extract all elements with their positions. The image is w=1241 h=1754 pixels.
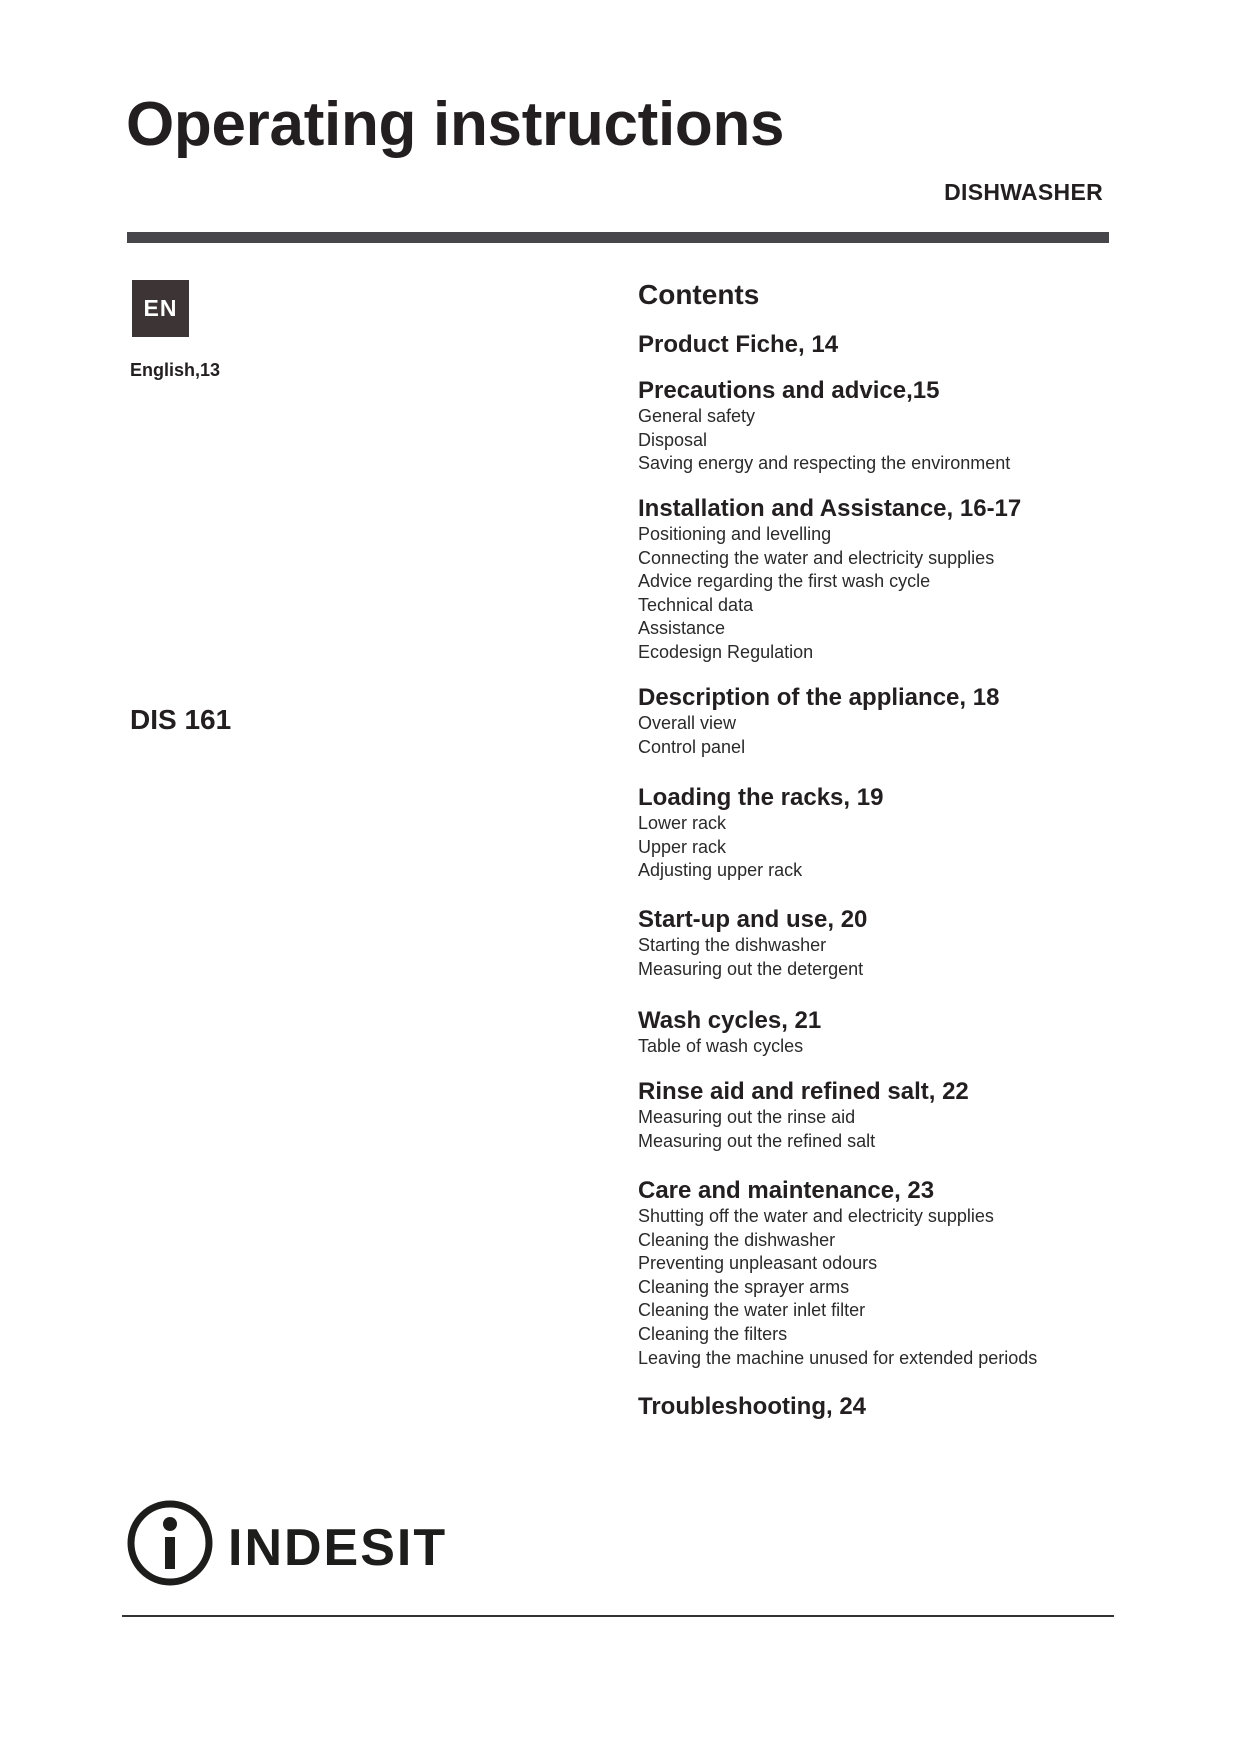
toc-section-title[interactable]: Wash cycles, 21 xyxy=(638,1007,822,1034)
toc-item[interactable]: Cleaning the sprayer arms xyxy=(638,1276,850,1297)
language-badge: EN xyxy=(132,280,189,337)
toc-item[interactable]: Adjusting upper rack xyxy=(638,860,803,881)
indesit-logo-graphic xyxy=(124,1495,464,1590)
contents-heading: Contents xyxy=(638,279,760,310)
header-divider xyxy=(127,232,1109,243)
toc-item[interactable]: Preventing unpleasant odours xyxy=(638,1253,878,1274)
toc-section-title[interactable]: Precautions and advice,15 xyxy=(638,377,940,404)
toc-item[interactable]: Cleaning the filters xyxy=(638,1323,788,1344)
toc-section xyxy=(638,784,1198,883)
toc-item[interactable]: Cleaning the dishwasher xyxy=(638,1229,836,1250)
toc-section xyxy=(638,1177,1198,1370)
toc-section xyxy=(638,495,1198,665)
toc-item[interactable]: Measuring out the rinse aid xyxy=(638,1107,856,1127)
toc-item[interactable]: General safety xyxy=(638,406,756,426)
toc-item[interactable]: Ecodesign Regulation xyxy=(638,641,814,662)
language-page-link[interactable]: English,13 xyxy=(130,360,221,380)
toc-section xyxy=(638,906,1198,981)
product-type: DISHWASHER xyxy=(944,179,1103,205)
toc-item-list xyxy=(638,523,1198,665)
indesit-logo xyxy=(124,1495,464,1590)
toc-item-list xyxy=(638,712,1198,759)
toc-item-list xyxy=(638,1035,1198,1059)
toc-item[interactable]: Assistance xyxy=(638,618,726,639)
toc-item-list xyxy=(638,405,1198,476)
toc-item[interactable]: Leaving the machine unused for extended periods xyxy=(638,1347,1038,1368)
toc-section xyxy=(638,377,1198,476)
toc-section-title[interactable]: Installation and Assistance, 16-17 xyxy=(638,495,1022,522)
toc-item[interactable]: Connecting the water and electricity supplies xyxy=(638,547,995,568)
toc-item-list xyxy=(638,1106,1198,1153)
toc-item[interactable]: Saving energy and respecting the environment xyxy=(638,453,1011,474)
toc-item-list xyxy=(638,812,1198,883)
toc-item[interactable]: Measuring out the refined salt xyxy=(638,1130,876,1151)
toc-item[interactable]: Lower rack xyxy=(638,813,727,833)
toc-item-list xyxy=(638,934,1198,981)
toc-section-title[interactable]: Care and maintenance, 23 xyxy=(638,1177,935,1204)
toc-section-title[interactable]: Troubleshooting, 24 xyxy=(638,1393,867,1420)
brand-wordmark: INDESIT xyxy=(228,1519,448,1577)
toc-item[interactable]: Measuring out the detergent xyxy=(638,958,864,979)
toc-item[interactable]: Starting the dishwasher xyxy=(638,935,827,955)
toc-section-title[interactable]: Loading the racks, 19 xyxy=(638,784,884,811)
toc-section xyxy=(638,1078,1198,1153)
toc-item[interactable]: Overall view xyxy=(638,713,737,733)
toc-item[interactable]: Disposal xyxy=(638,429,708,450)
toc-section-title[interactable]: Description of the appliance, 18 xyxy=(638,684,1000,711)
toc-section xyxy=(638,331,1198,359)
toc-section xyxy=(638,1007,1198,1059)
toc-section-title[interactable]: Start-up and use, 20 xyxy=(638,906,868,933)
toc-item[interactable]: Shutting off the water and electricity supplies xyxy=(638,1206,994,1226)
toc-item[interactable]: Control panel xyxy=(638,736,746,757)
toc-section xyxy=(638,684,1198,759)
toc-item[interactable]: Technical data xyxy=(638,594,754,615)
toc-section xyxy=(638,1393,1198,1421)
toc-item[interactable]: Positioning and levelling xyxy=(638,524,832,544)
page-title: Operating instructions xyxy=(126,90,785,159)
footer-divider xyxy=(122,1615,1114,1617)
toc-item[interactable]: Cleaning the water inlet filter xyxy=(638,1300,866,1321)
toc-item[interactable]: Table of wash cycles xyxy=(638,1036,804,1056)
toc-section-title[interactable]: Product Fiche, 14 xyxy=(638,331,839,358)
model-number: DIS 161 xyxy=(130,704,232,735)
toc-item[interactable]: Upper rack xyxy=(638,836,727,857)
toc-item-list xyxy=(638,1205,1198,1370)
toc-item[interactable]: Advice regarding the first wash cycle xyxy=(638,571,931,592)
toc-section-title[interactable]: Rinse aid and refined salt, 22 xyxy=(638,1078,969,1105)
